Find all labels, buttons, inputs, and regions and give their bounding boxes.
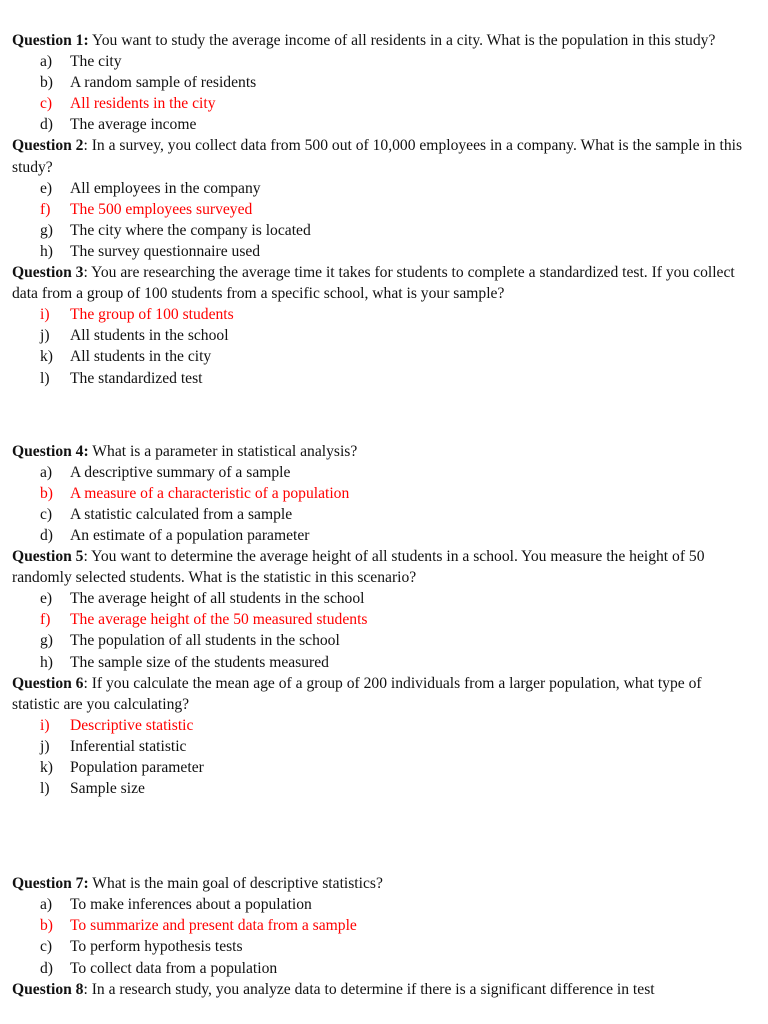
option-text: To collect data from a population <box>70 959 278 977</box>
question-label: Question 7: <box>12 875 89 893</box>
answer-options-q4 <box>12 462 752 546</box>
answer-option <box>12 652 752 673</box>
option-text: To make inferences about a population <box>70 896 312 914</box>
question-text: : If you calculate the mean age of a group of 200 individuals from a larger population, what type of statistic are you calculating? <box>12 674 702 713</box>
option-text: The standardized test <box>70 369 203 387</box>
answer-option <box>12 525 752 546</box>
option-letter: e) <box>40 590 53 608</box>
option-text: The population of all students in the school <box>70 632 340 650</box>
option-text: To perform hypothesis tests <box>70 938 243 956</box>
answer-option <box>12 894 752 915</box>
question-1 <box>12 30 752 51</box>
option-text: Descriptive statistic <box>70 716 194 734</box>
answer-options-q3 <box>12 304 752 388</box>
option-text: To summarize and present data from a sample <box>70 917 357 935</box>
option-letter: b) <box>40 74 53 92</box>
answer-option <box>12 757 752 778</box>
option-letter: g) <box>40 632 53 650</box>
question-label: Question 4: <box>12 442 89 460</box>
question-2 <box>12 135 752 177</box>
answer-option <box>12 462 752 483</box>
answer-option <box>12 715 752 736</box>
question-label: Question 1: <box>12 32 89 49</box>
answer-option <box>12 958 752 979</box>
option-letter: h) <box>40 242 53 260</box>
option-letter: j) <box>40 327 50 345</box>
option-text: Population parameter <box>70 759 204 776</box>
answer-option <box>12 630 752 651</box>
answer-option <box>12 51 752 72</box>
option-letter: a) <box>40 53 53 71</box>
option-letter: d) <box>40 526 53 544</box>
option-letter: c) <box>40 95 53 113</box>
question-text: : In a research study, you analyze data to determine if there is a significant difference in test <box>83 980 655 998</box>
option-letter: i) <box>40 716 50 734</box>
answer-options-q1 <box>12 51 752 135</box>
option-text: The average income <box>70 116 197 134</box>
option-text: All employees in the company <box>70 179 261 197</box>
answer-option <box>12 368 752 389</box>
question-4 <box>12 441 752 462</box>
option-text: The city where the company is located <box>70 221 311 239</box>
option-letter: d) <box>40 959 53 977</box>
option-letter: k) <box>40 759 53 776</box>
question-text: What is a parameter in statistical analysis? <box>88 442 358 460</box>
option-text: An estimate of a population parameter <box>70 526 310 544</box>
option-letter: i) <box>40 306 50 324</box>
option-text: All students in the city <box>70 348 212 366</box>
option-letter: a) <box>40 896 53 914</box>
question-text: What is the main goal of descriptive statistics? <box>88 875 383 893</box>
answer-option <box>12 504 752 525</box>
quiz-document <box>12 30 752 1000</box>
option-text: The 500 employees surveyed <box>70 200 253 218</box>
answer-option <box>12 778 752 799</box>
option-text: A statistic calculated from a sample <box>70 505 293 523</box>
answer-options-q6 <box>12 715 752 799</box>
question-5 <box>12 546 752 588</box>
question-text: : You are researching the average time it takes for students to complete a standardized test. If you collect data from a group of 100 students from a specific school, what is your sample? <box>12 264 735 303</box>
answer-option <box>12 114 752 135</box>
answer-option <box>12 736 752 757</box>
question-text: You want to study the average income of all residents in a city. What is the population in this study? <box>88 32 716 49</box>
option-letter: h) <box>40 653 53 671</box>
option-letter: b) <box>40 484 53 502</box>
question-label: Question 5 <box>12 548 84 566</box>
option-text: The average height of the 50 measured students <box>70 611 368 629</box>
option-letter: j) <box>40 737 50 755</box>
option-letter: l) <box>40 369 50 387</box>
answer-options-q5 <box>12 588 752 672</box>
section-spacer <box>12 799 752 873</box>
answer-options-q7 <box>12 894 752 978</box>
option-text: The average height of all students in the school <box>70 590 365 608</box>
option-letter: d) <box>40 116 53 134</box>
option-letter: a) <box>40 463 53 481</box>
answer-options-q2 <box>12 178 752 262</box>
option-text: All students in the school <box>70 327 229 345</box>
answer-option <box>12 304 752 325</box>
option-letter: f) <box>40 611 51 629</box>
answer-option <box>12 220 752 241</box>
answer-option <box>12 93 752 114</box>
option-letter: g) <box>40 221 53 239</box>
answer-option <box>12 936 752 957</box>
option-text: The group of 100 students <box>70 306 234 324</box>
question-6 <box>12 673 752 715</box>
question-text: : In a survey, you collect data from 500 out of 10,000 employees in a company. What is the sample in this study? <box>12 137 743 176</box>
option-letter: k) <box>40 348 53 366</box>
option-text: The sample size of the students measured <box>70 653 329 671</box>
question-7 <box>12 873 752 894</box>
option-letter: l) <box>40 780 50 798</box>
answer-option <box>12 72 752 93</box>
answer-option <box>12 241 752 262</box>
answer-option <box>12 325 752 346</box>
section-spacer <box>12 389 752 441</box>
option-text: The survey questionnaire used <box>70 242 261 260</box>
option-letter: c) <box>40 938 53 956</box>
option-text: All residents in the city <box>70 95 216 113</box>
answer-option <box>12 178 752 199</box>
answer-option <box>12 483 752 504</box>
option-letter: f) <box>40 200 51 218</box>
answer-option <box>12 915 752 936</box>
answer-option <box>12 609 752 630</box>
answer-option <box>12 199 752 220</box>
question-label: Question 3 <box>12 264 84 282</box>
option-letter: c) <box>40 505 53 523</box>
question-label: Question 6 <box>12 674 84 692</box>
answer-option <box>12 588 752 609</box>
question-text: : You want to determine the average height of all students in a school. You measure the height of 50 randomly selected students. What is the statistic in this scenario? <box>12 548 705 587</box>
option-text: The city <box>70 53 122 71</box>
question-3 <box>12 262 752 304</box>
option-text: A random sample of residents <box>70 74 257 92</box>
option-text: A descriptive summary of a sample <box>70 463 291 481</box>
option-text: Inferential statistic <box>70 737 187 755</box>
option-text: A measure of a characteristic of a population <box>70 484 350 502</box>
question-label: Question 2 <box>12 137 84 155</box>
answer-option <box>12 346 752 367</box>
option-text: Sample size <box>70 780 145 798</box>
option-letter: e) <box>40 179 53 197</box>
question-8 <box>12 979 752 1000</box>
question-label: Question 8 <box>12 980 84 998</box>
option-letter: b) <box>40 917 53 935</box>
